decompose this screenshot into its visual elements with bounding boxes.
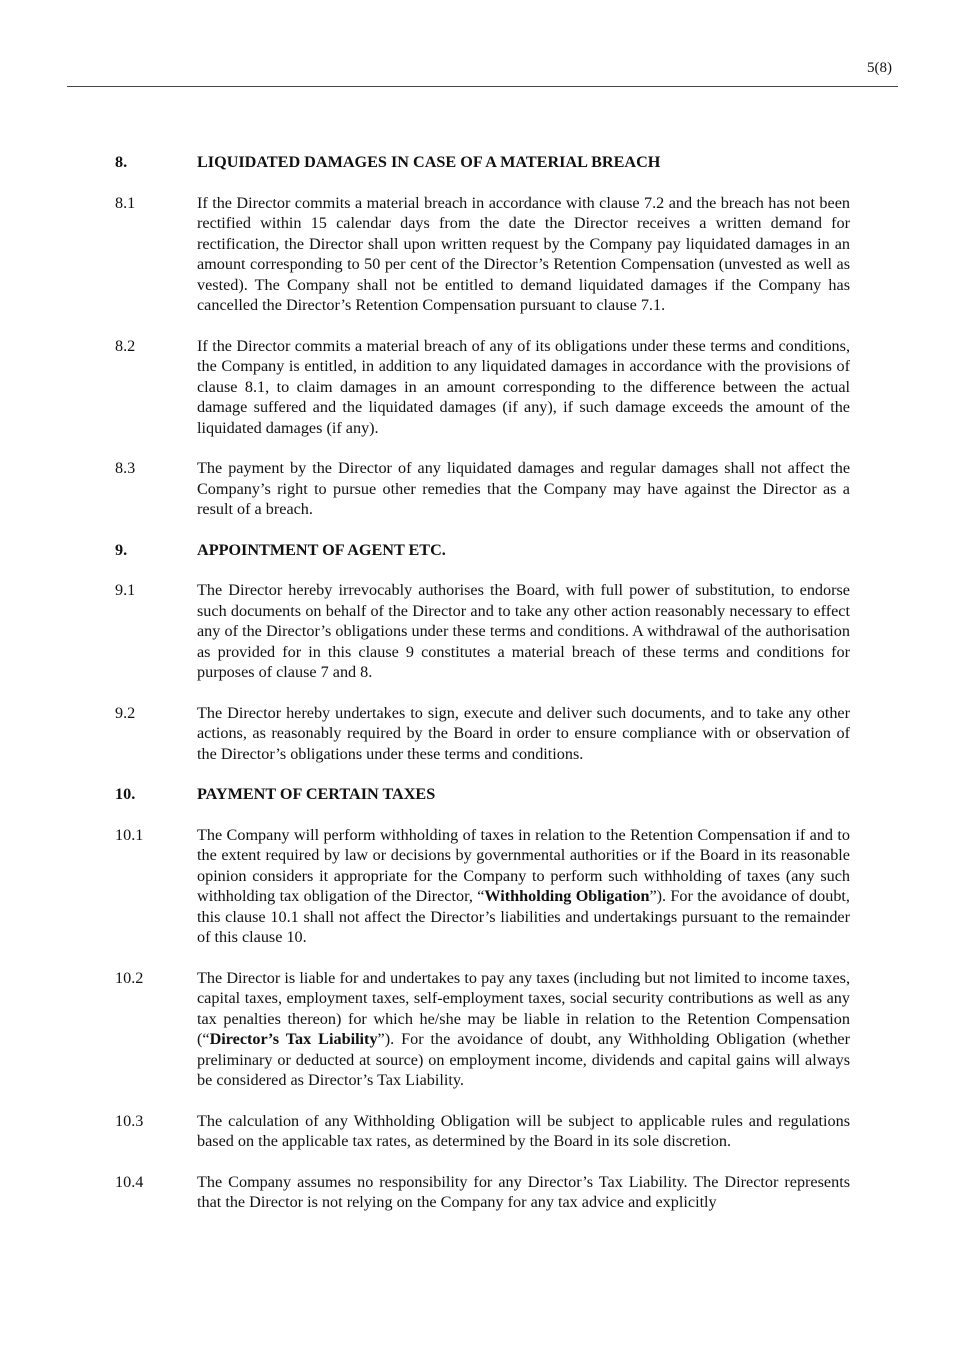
clause-number: 9.1: [115, 581, 136, 599]
clause-text: The payment by the Director of any liquidated damages and regular damages shall not affect the Company’s right to pursue other remedies that the Company may have against the Director as a result of a breach.: [197, 459, 850, 518]
clause-text: The Director hereby undertakes to sign, execute and deliver such documents, and to take any other actions, as reasonably required by the Board in order to ensure compliance with or observation of the Director’s obligations under these terms and conditions.: [197, 703, 850, 763]
clause: [115, 825, 850, 948]
clause-number: 9.2: [115, 703, 136, 722]
clause: [115, 580, 850, 683]
clause-number: 10.2: [115, 968, 144, 987]
clause-text: The Director hereby irrevocably authorises the Board, with full power of substitution, to endorse such documents on behalf of the Director and to take any other action reasonably necessary to effect any of the Director’s obligations under these terms and conditions. A withdrawal of the authorisation as provided for in this clause 9 constitutes a material breach of these terms and conditions for purposes of clause 7 and 8.: [197, 581, 850, 681]
page-number: 5(8): [867, 60, 892, 76]
clause: [115, 336, 850, 439]
clause-number: 10.1: [115, 825, 144, 844]
section-title: PAYMENT OF CERTAIN TAXES: [197, 785, 436, 803]
defined-term: Withholding Obligation: [484, 887, 650, 905]
clause: [115, 1172, 850, 1213]
clause-text-before: The Director is liable for and undertakes to pay any taxes (including but not limited to income taxes, capital taxes, employment taxes, self-employment taxes, social security contributions as well as any tax penalties thereon) for which he/she may be liable in relation to the Retention Compensation (“: [197, 968, 850, 1048]
section-title: APPOINTMENT OF AGENT ETC.: [197, 540, 446, 559]
section-title: LIQUIDATED DAMAGES IN CASE OF A MATERIAL BREACH: [197, 153, 661, 171]
header-divider: [67, 86, 898, 87]
clause: [115, 458, 850, 520]
section-number: 10.: [115, 785, 136, 803]
clause-text-before: The Company will perform withholding of taxes in relation to the Retention Compensation if and to the extent required by law or decisions by governmental authorities or if the Board in its reasonable opinion considers it appropriate for the Company to perform such withholding of taxes (any such withholding tax obligation of the Director, “: [197, 825, 850, 905]
clause-number: 8.1: [115, 193, 136, 212]
clause-number: 8.3: [115, 459, 136, 477]
clause-text: The calculation of any Withholding Obligation will be subject to applicable rules and regulations based on the applicable tax rates, as determined by the Board in its sole discretion.: [197, 1111, 850, 1150]
clause-text: [197, 968, 850, 1091]
clause-text: If the Director commits a material breach in accordance with clause 7.2 and the breach has not been rectified within 15 calendar days from the date the Director receives a written demand for rectification, the Director shall upon written request by the Company pay liquidated damages in an amount corresponding to 50 per cent of the Director’s Retention Compensation (unvested as well as vested). The Company shall not be entitled to demand liquidated damages if the Company has cancelled the Director’s Retention Compensation pursuant to clause 7.1.: [197, 193, 850, 314]
clause-text-after: ”). For the avoidance of doubt, this clause 10.1 shall not affect the Director’s liabilities and undertakings pursuant to the remainder of this clause 10.: [197, 887, 850, 946]
clause-text: [197, 825, 850, 948]
clause-text: If the Director commits a material breach of any of its obligations under these terms and conditions, the Company is entitled, in addition to any liquidated damages in accordance with the provisions of clause 8.1, to claim damages in an amount corresponding to the difference between the actual damage suffered and the liquidated damages (if any), if such damage exceeds the amount of the liquidated damages (if any).: [197, 336, 850, 437]
clause: [115, 703, 850, 765]
section-heading: [115, 152, 850, 173]
section-heading: [115, 540, 850, 561]
defined-term: Director’s Tax Liability: [209, 1030, 378, 1048]
section-number: 8.: [115, 153, 128, 171]
clause-number: 10.3: [115, 1111, 144, 1130]
clause-number: 10.4: [115, 1172, 144, 1191]
clause: [115, 1111, 850, 1152]
clause-number: 8.2: [115, 336, 136, 355]
clause: [115, 968, 850, 1091]
document-body: [115, 152, 850, 1233]
clause-text-after: ”). For the avoidance of doubt, any Withholding Obligation (whether preliminary or deducted at source) on employment income, dividends and capital gains will always be considered as Director’s Tax Liability.: [197, 1030, 850, 1089]
clause-text: The Company assumes no responsibility for any Director’s Tax Liability. The Director represents that the Director is not relying on the Company for any tax advice and explicitly: [197, 1172, 850, 1211]
clause: [115, 193, 850, 316]
section-number: 9.: [115, 540, 128, 559]
section-heading: [115, 784, 850, 805]
